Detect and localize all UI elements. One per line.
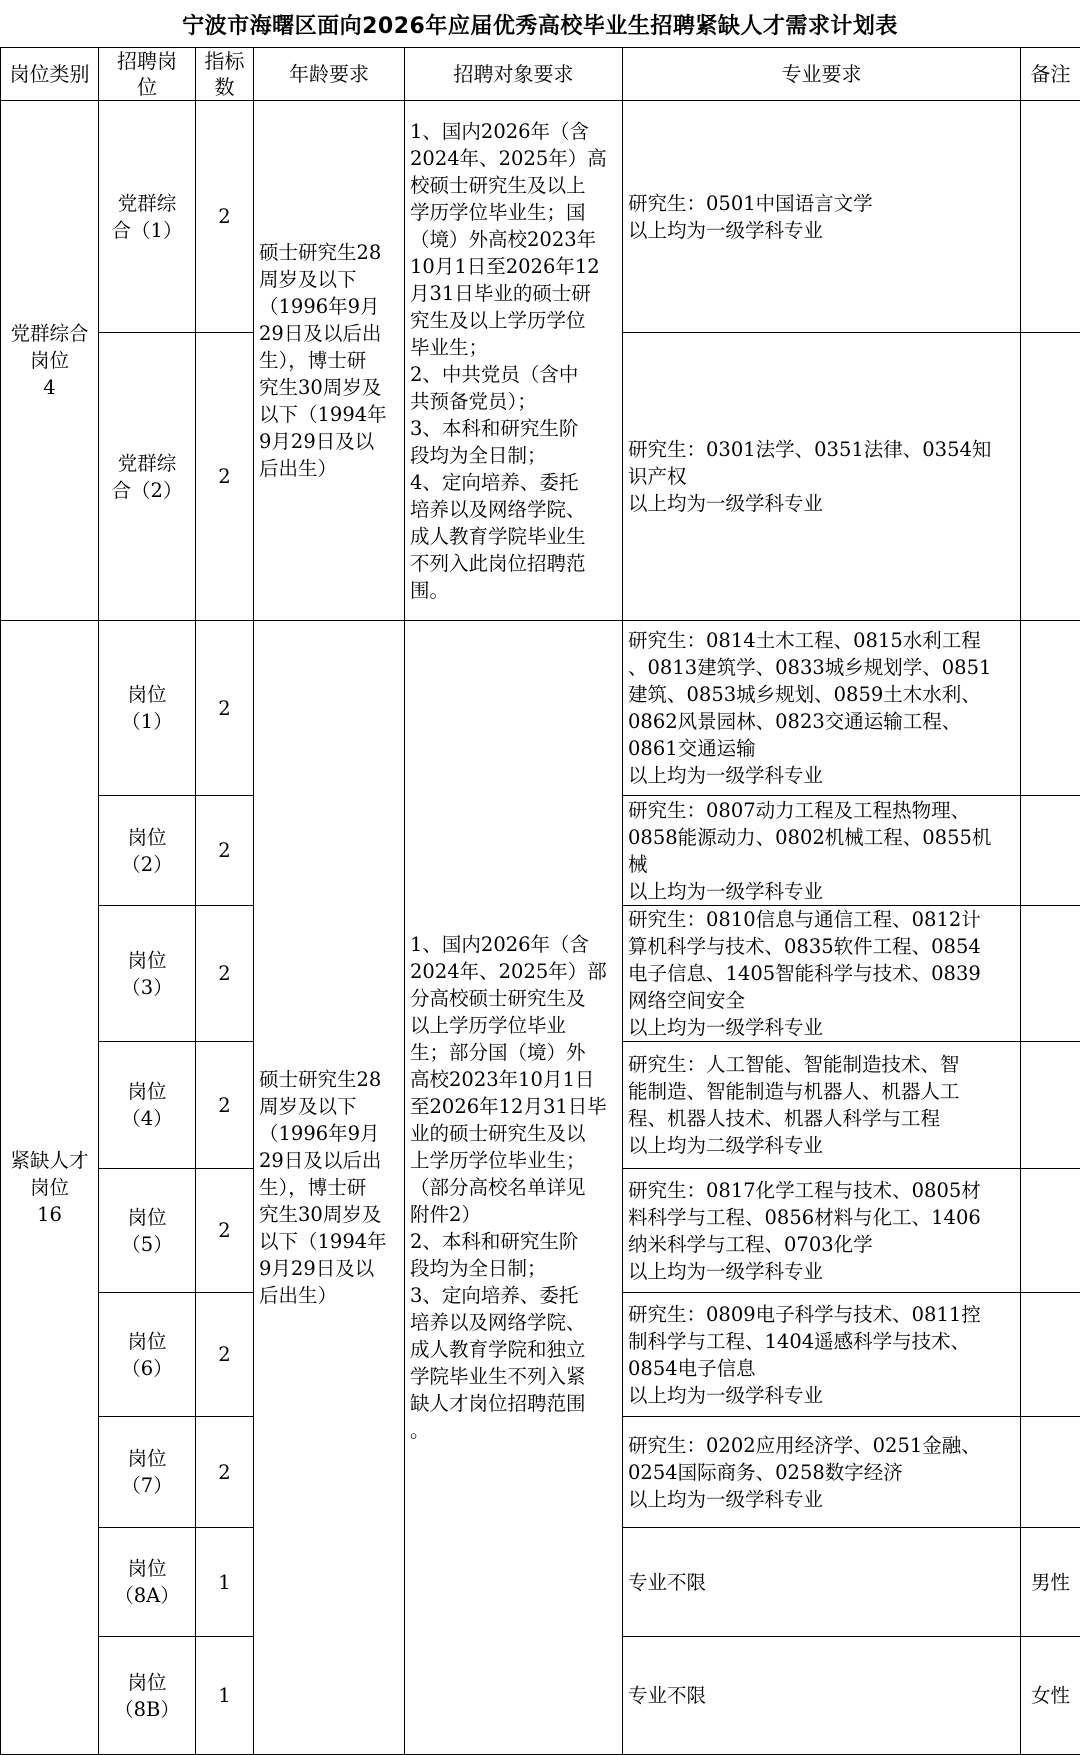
position-cell: 岗位 （2） [99,796,196,906]
note-cell [1021,1293,1080,1417]
quota-cell: 2 [196,621,254,796]
position-cell: 岗位 （1） [99,621,196,796]
major-requirement-cell: 研究生：人工智能、智能制造技术、智 能制造、智能制造与机器人、机器人工 程、机器人技术、机器人科学与工程 以上均为二级学科专业 [623,1042,1021,1169]
position-cell: 党群综 合（1） [99,101,196,333]
position-cell: 党群综 合（2） [99,333,196,621]
age-requirement-cell: 硕士研究生28 周岁及以下 （1996年9月 29日及以后出 生），博士研 究生30周岁及 以下（1994年 9月29日及以 后出生） [254,621,405,1755]
major-requirement-cell: 研究生：0301法学、0351法律、0354知 识产权 以上均为一级学科专业 [623,333,1021,621]
position-cell: 岗位 （8A） [99,1528,196,1637]
quota-cell: 2 [196,1293,254,1417]
note-cell [1021,1042,1080,1169]
note-cell [1021,906,1080,1042]
note-cell: 男性 [1021,1528,1080,1637]
category-cell: 紧缺人才 岗位 16 [1,621,99,1755]
major-requirement-cell: 研究生：0814土木工程、0815水利工程 、0813建筑学、0833城乡规划学、0851 建筑、0853城乡规划、0859土木水利、 0862风景园林、0823交通运输工程、 0861交通运输 以上均为一级学科专业 [623,621,1021,796]
quota-cell: 2 [196,906,254,1042]
position-cell: 岗位 （7） [99,1417,196,1528]
major-requirement-cell: 研究生：0202应用经济学、0251金融、 0254国际商务、0258数字经济 以上均为一级学科专业 [623,1417,1021,1528]
recruitment-plan-table [0,47,1080,1755]
note-cell [1021,333,1080,621]
position-cell: 岗位 （4） [99,1042,196,1169]
header-target: 招聘对象要求 [405,48,623,101]
position-cell: 岗位 （6） [99,1293,196,1417]
note-cell [1021,101,1080,333]
quota-cell: 2 [196,1169,254,1293]
quota-cell: 2 [196,101,254,333]
age-requirement-cell: 硕士研究生28 周岁及以下 （1996年9月 29日及以后出 生），博士研 究生30周岁及 以下（1994年 9月29日及以 后出生） [254,101,405,621]
quota-cell: 2 [196,1042,254,1169]
quota-cell: 2 [196,333,254,621]
header-quota: 指标 数 [196,48,254,101]
header-major: 专业要求 [623,48,1021,101]
major-requirement-cell: 研究生：0810信息与通信工程、0812计 算机科学与技术、0835软件工程、0854 电子信息、1405智能科学与技术、0839 网络空间安全 以上均为一级学科专业 [623,906,1021,1042]
quota-cell: 2 [196,796,254,906]
major-requirement-cell: 研究生：0807动力工程及工程热物理、 0858能源动力、0802机械工程、0855机 械 以上均为一级学科专业 [623,796,1021,906]
quota-cell: 1 [196,1528,254,1637]
header-position: 招聘岗 位 [99,48,196,101]
note-cell [1021,796,1080,906]
quota-cell: 2 [196,1417,254,1528]
major-requirement-cell: 专业不限 [623,1637,1021,1755]
major-requirement-cell: 专业不限 [623,1528,1021,1637]
header-note: 备注 [1021,48,1080,101]
category-cell: 党群综合 岗位 4 [1,101,99,621]
major-requirement-cell: 研究生：0501中国语言文学 以上均为一级学科专业 [623,101,1021,333]
target-requirement-cell: 1、国内2026年（含 2024年、2025年）部 分高校硕士研究生及 以上学历学位毕业 生；部分国（境）外 高校2023年10月1日 至2026年12月31日毕 业的硕士研究生及以 上学历学位毕业生； （部分高校名单详见 附件2） 2、本科和研究生阶 段均为全日制； 3、定向培养、委托 培养以及网络学院、 成人教育学院和独立 学院毕业生不列入紧 缺人才岗位招聘范围 。 [405,621,623,1755]
header-category: 岗位类别 [1,48,99,101]
position-cell: 岗位 （3） [99,906,196,1042]
major-requirement-cell: 研究生：0817化学工程与技术、0805材 料科学与工程、0856材料与化工、1406 纳米科学与工程、0703化学 以上均为一级学科专业 [623,1169,1021,1293]
table-row [1,621,1080,796]
table-header-row [1,48,1080,101]
header-age: 年龄要求 [254,48,405,101]
note-cell [1021,621,1080,796]
quota-cell: 1 [196,1637,254,1755]
position-cell: 岗位 （8B） [99,1637,196,1755]
table-row [1,101,1080,333]
note-cell: 女性 [1021,1637,1080,1755]
position-cell: 岗位 （5） [99,1169,196,1293]
note-cell [1021,1417,1080,1528]
note-cell [1021,1169,1080,1293]
target-requirement-cell: 1、国内2026年（含 2024年、2025年）高 校硕士研究生及以上 学历学位毕业生；国 （境）外高校2023年 10月1日至2026年12 月31日毕业的硕士研 究生及以上学历学位 毕业生； 2、中共党员（含中 共预备党员）； 3、本科和研究生阶 段均为全日制； 4、定向培养、委托 培养以及网络学院、 成人教育学院毕业生 不列入此岗位招聘范 围。 [405,101,623,621]
page-title: 宁波市海曙区面向2026年应届优秀高校毕业生招聘紧缺人才需求计划表 [0,0,1080,48]
major-requirement-cell: 研究生：0809电子科学与技术、0811控 制科学与工程、1404遥感科学与技术、 0854电子信息 以上均为一级学科专业 [623,1293,1021,1417]
